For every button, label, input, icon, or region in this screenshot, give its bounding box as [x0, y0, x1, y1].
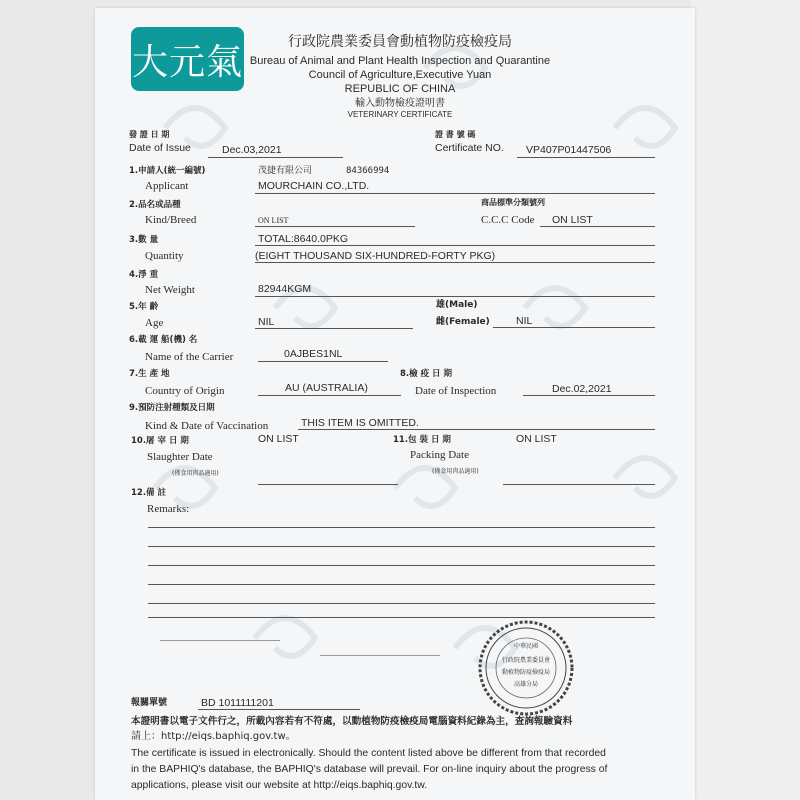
cert-title-en: VETERINARY CERTIFICATE [347, 110, 453, 119]
customs-label-zh: 報關單號 [131, 698, 168, 708]
issue-label-zh: 發 證 日 期 [129, 130, 170, 139]
customs-value: BD 1011111201 [201, 697, 274, 709]
remarks-line [148, 565, 655, 566]
certno-label-zh: 證 書 號 碼 [435, 130, 476, 139]
footer-en-3: applications, please visit our website at http://eiqs.baphiq.gov.tw. [131, 780, 428, 791]
slaughter-value: ON LIST [258, 433, 299, 445]
female-label: 雌(Female) [436, 317, 490, 327]
ccc-value: ON LIST [552, 214, 593, 226]
watermark-swirl [165, 108, 225, 146]
slaughter-label-zh: 10.屠 宰 日 期 [131, 436, 189, 446]
seal-text-1: 中華民國 [513, 643, 539, 650]
male-label: 雄(Male) [436, 300, 478, 310]
inspection-label-en: Date of Inspection [415, 385, 497, 397]
vaccination-label-en: Kind & Date of Vaccination [145, 420, 269, 432]
footer-zh-2: 請上：http://eiqs.baphiq.gov.tw。 [131, 731, 296, 742]
ccc-label-en: C.C.C Code [481, 214, 535, 226]
seal-ring [486, 628, 566, 708]
quantity-words: (EIGHT THOUSAND SIX-HUNDRED-FORTY PKG) [255, 250, 496, 262]
kind-value: ON LIST [258, 216, 289, 225]
certno-value: VP407P01447506 [526, 144, 612, 156]
carrier-value: 0AJBES1NL [284, 348, 343, 360]
underline [523, 395, 655, 396]
kind-label-zh: 2.品名或品種 [129, 200, 181, 210]
remarks-line [148, 546, 655, 547]
bureau-title-en: Bureau of Animal and Plant Health Inspection and Quarantine [249, 55, 551, 67]
underline [493, 327, 655, 328]
packing-note: (僅食用肉品適用) [432, 468, 479, 475]
origin-label-en: Country of Origin [145, 385, 225, 397]
packing-label-en: Packing Date [410, 449, 469, 461]
underline [258, 395, 401, 396]
carrier-label-zh: 6.載 運 船(機) 名 [129, 335, 198, 345]
underline [258, 361, 388, 362]
underline [255, 296, 655, 297]
signature-line [160, 640, 280, 641]
remarks-label-en: Remarks: [147, 503, 190, 515]
remarks-line [148, 603, 655, 604]
underline [298, 429, 655, 430]
inspection-label-zh: 8.檢 疫 日 期 [400, 369, 453, 379]
brand-logo: 大元氣 [131, 27, 244, 91]
footer-en-2: in the BAPHIQ's database, the BAPHIQ's database will prevail. For on-line inquiry about the progress of [131, 764, 608, 775]
issue-date-value: Dec.03,2021 [222, 144, 282, 156]
weight-label-en: Net Weight [145, 284, 195, 296]
applicant-id: 84366994 [346, 166, 390, 176]
seal-text-4: 高雄分局 [513, 681, 539, 688]
watermark-swirl [525, 288, 585, 326]
council-name: Council of Agriculture,Executive Yuan [308, 69, 492, 81]
underline [255, 328, 413, 329]
seal-text-2: 行政院農業委員會 [501, 657, 551, 664]
age-label-en: Age [145, 317, 164, 329]
cert-title-zh: 輸入動物檢疫證明書 [355, 98, 445, 109]
seal-outer-ring [480, 622, 572, 714]
inspection-value: Dec.02,2021 [552, 383, 612, 395]
underline [255, 245, 655, 246]
vaccination-label-zh: 9.預防注射種類及日期 [129, 403, 215, 413]
bureau-title-zh: 行政院農業委員會動植物防疫檢疫局 [288, 34, 512, 50]
underline [255, 262, 655, 263]
underline [198, 709, 360, 710]
underline [540, 226, 655, 227]
remarks-line [148, 527, 655, 528]
origin-value: AU (AUSTRALIA) [285, 382, 368, 394]
watermark-swirl [255, 618, 315, 656]
issue-label-en: Date of Issue [129, 142, 191, 154]
underline [258, 484, 398, 485]
underline [208, 157, 343, 158]
kind-label-en: Kind/Breed [145, 214, 197, 226]
remarks-label-zh: 12.備 註 [131, 488, 167, 498]
background-page [690, 0, 800, 800]
underline [517, 157, 655, 158]
vaccination-value: THIS ITEM IS OMITTED. [301, 417, 419, 429]
packing-value: ON LIST [516, 433, 557, 445]
official-seal [478, 620, 574, 716]
underline [255, 226, 415, 227]
origin-label-zh: 7.生 產 地 [129, 369, 170, 379]
slaughter-note: (僅食用肉品適用) [172, 470, 219, 477]
ccc-label-zh: 商品標準分類號列 [481, 198, 545, 207]
applicant-name-zh: 茂捷有限公司 [258, 166, 313, 176]
slaughter-label-en: Slaughter Date [147, 451, 213, 463]
footer-en-1: The certificate is issued in electronically. Should the content listed above be different from that recorded [131, 748, 606, 759]
quantity-total: TOTAL:8640.0PKG [258, 233, 349, 245]
quantity-label-zh: 3.數 量 [129, 235, 159, 245]
applicant-name-en: MOURCHAIN CO.,LTD. [258, 180, 370, 192]
applicant-label-en: Applicant [145, 180, 189, 192]
applicant-label-zh: 1.申請人(統一編號) [129, 166, 206, 176]
age-value: NIL [258, 316, 275, 328]
footer-zh-1: 本證明書以電子文件行之，所載內容若有不符處，以動植物防疫檢疫局電腦資料紀錄為主，查詢報驗資料 [131, 716, 573, 727]
carrier-label-en: Name of the Carrier [145, 351, 234, 363]
age-label-zh: 5.年 齡 [129, 302, 159, 312]
watermark-swirl [615, 108, 675, 146]
weight-label-zh: 4.淨 重 [129, 270, 159, 280]
seal-text-3: 動植物防疫檢疫局 [501, 669, 551, 676]
underline [255, 193, 655, 194]
packing-label-zh: 11.包 裝 日 期 [393, 435, 451, 445]
underline [503, 484, 655, 485]
weight-value: 82944KGM [258, 283, 312, 295]
remarks-line [148, 584, 655, 585]
signature-line [320, 655, 440, 656]
remarks-line [148, 617, 655, 618]
quantity-label-en: Quantity [145, 250, 184, 262]
watermark-swirl [615, 458, 675, 496]
country-name: REPUBLIC OF CHINA [344, 83, 456, 95]
certno-label-en: Certificate NO. [435, 142, 504, 154]
sex-value: NIL [516, 315, 533, 327]
